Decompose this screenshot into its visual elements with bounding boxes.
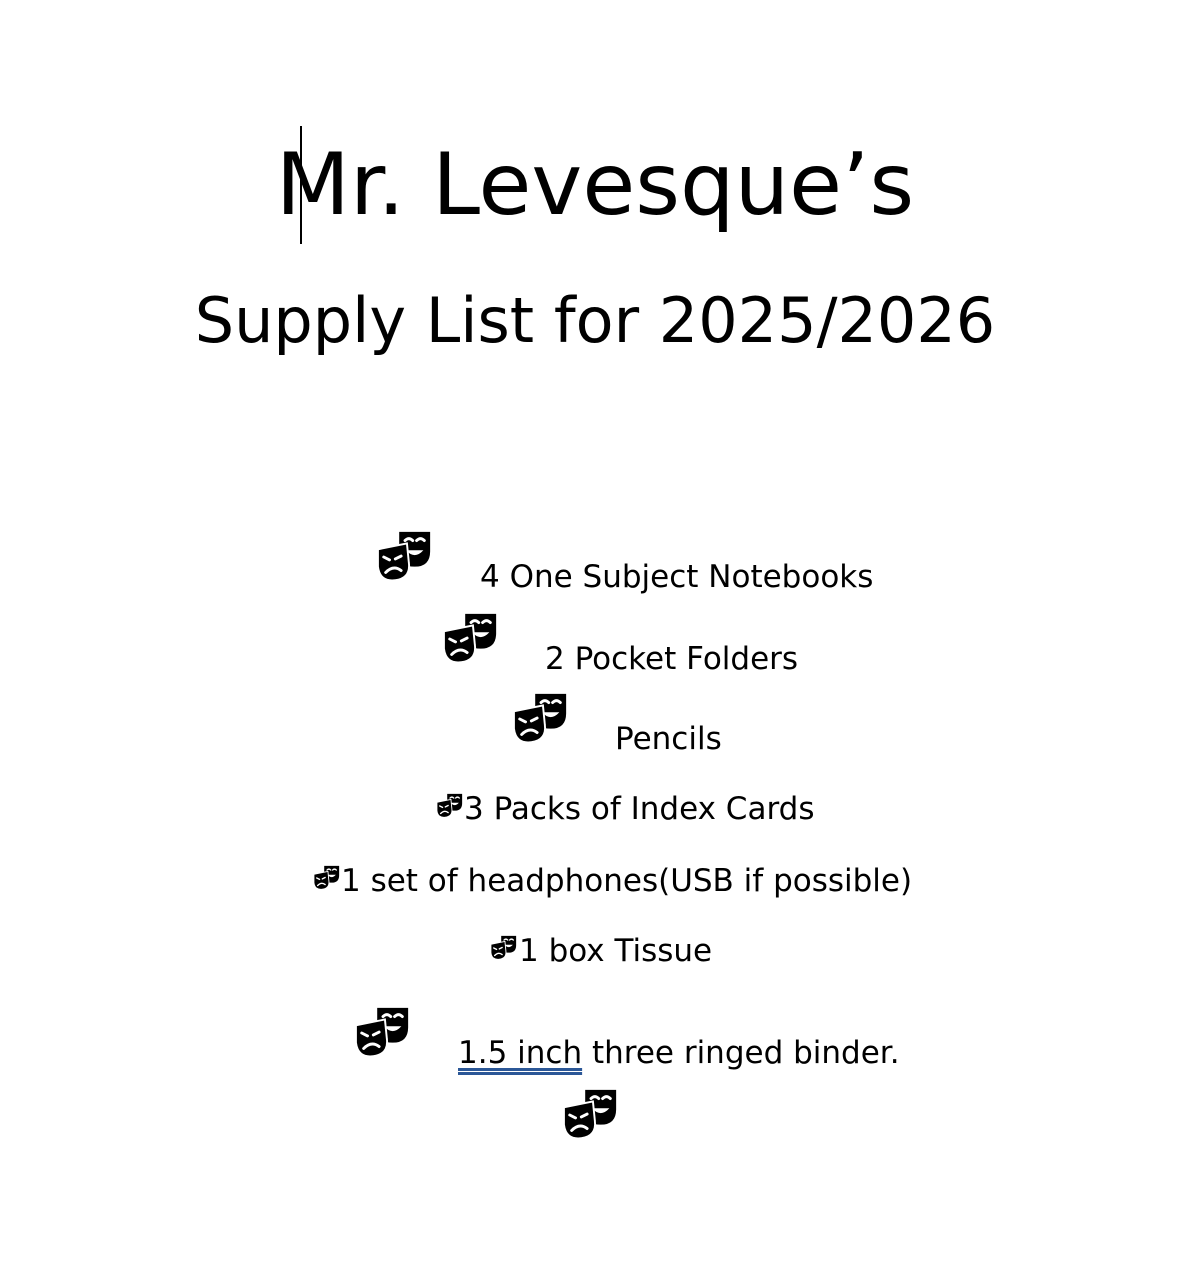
theater-masks-icon [490,934,518,962]
supply-item: 4 One Subject Notebooks [480,559,874,595]
supply-item [458,1035,900,1071]
theater-masks-icon [512,690,570,748]
theater-masks-icon [442,610,500,668]
theater-masks-icon [354,1004,412,1062]
grammar-underlined-text[interactable]: 1.5 inch [458,1035,583,1071]
document-title: Mr. Levesque’s [275,135,915,235]
supply-item: Pencils [615,721,722,757]
supply-item: 2 Pocket Folders [545,641,799,677]
theater-masks-icon [313,864,341,892]
supply-item: 1 set of headphones(USB if possible) [341,863,913,899]
supply-item: 3 Packs of Index Cards [464,791,815,827]
document-subtitle: Supply List for 2025/2026 [194,284,996,357]
theater-masks-icon [376,528,434,586]
theater-masks-icon [562,1086,620,1144]
supply-item-text: three ringed binder. [582,1035,900,1071]
theater-masks-icon [436,792,464,820]
supply-item: 1 box Tissue [519,933,713,969]
